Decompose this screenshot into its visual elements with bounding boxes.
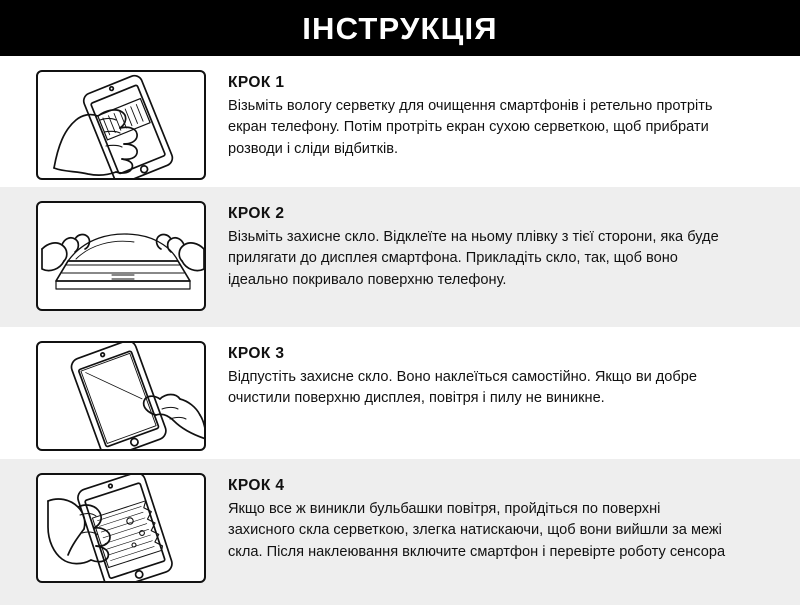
step-2-text: Візьміть захисне скло. Відклеїте на ньому плівку з тієї сторони, яка буде прилягати до дисплея смартфона. Прикладіть скло, так, щоб воно ідеально покривало поверхню телефону. [228,229,719,288]
step-1-body [228,70,728,160]
two-hands-peeling-film-from-glass-icon [38,203,206,311]
step-4-body [228,473,728,563]
page-header [0,0,800,56]
step-4-label: КРОК 4 [228,477,285,494]
step-2-body [228,201,728,291]
step-row [0,56,800,187]
step-row [0,187,800,327]
step-3-label: КРОК 3 [228,345,285,362]
finger-releasing-glass-on-phone-icon [38,343,206,451]
step-4-illustration [36,473,206,583]
step-row [0,327,800,459]
step-1-illustration [36,70,206,180]
step-1-label: КРОК 1 [228,74,285,91]
step-row [0,459,800,605]
step-1-text: Візьміть вологу серветку для очищення смартфонів і ретельно протріть екран телефону. Потім протріть екран сухою серветкою, щоб прибрати розводи і сліди відбитків. [228,98,713,157]
hand-with-cloth-squeezing-bubbles-icon [38,475,206,583]
hand-wiping-phone-screen-icon [38,72,206,180]
page-title: ІНСТРУКЦІЯ [302,10,498,46]
step-3-text: Відпустіть захисне скло. Воно наклеїться самостійно. Якщо ви добре очистили поверхню дисплея, повітря і пилу не виникне. [228,369,698,407]
step-4-text: Якщо все ж виникли бульбашки повітря, пройдіться по поверхні захисного скла серветкою, злегка натискаючи, щоб вони вийшли за межі скла. Після наклеювання включите смартфон і перевірте роботу сенсора [228,501,726,560]
step-2-label: КРОК 2 [228,205,285,222]
step-3-body [228,341,728,410]
step-2-illustration [36,201,206,311]
step-3-illustration [36,341,206,451]
steps-list [0,56,800,605]
